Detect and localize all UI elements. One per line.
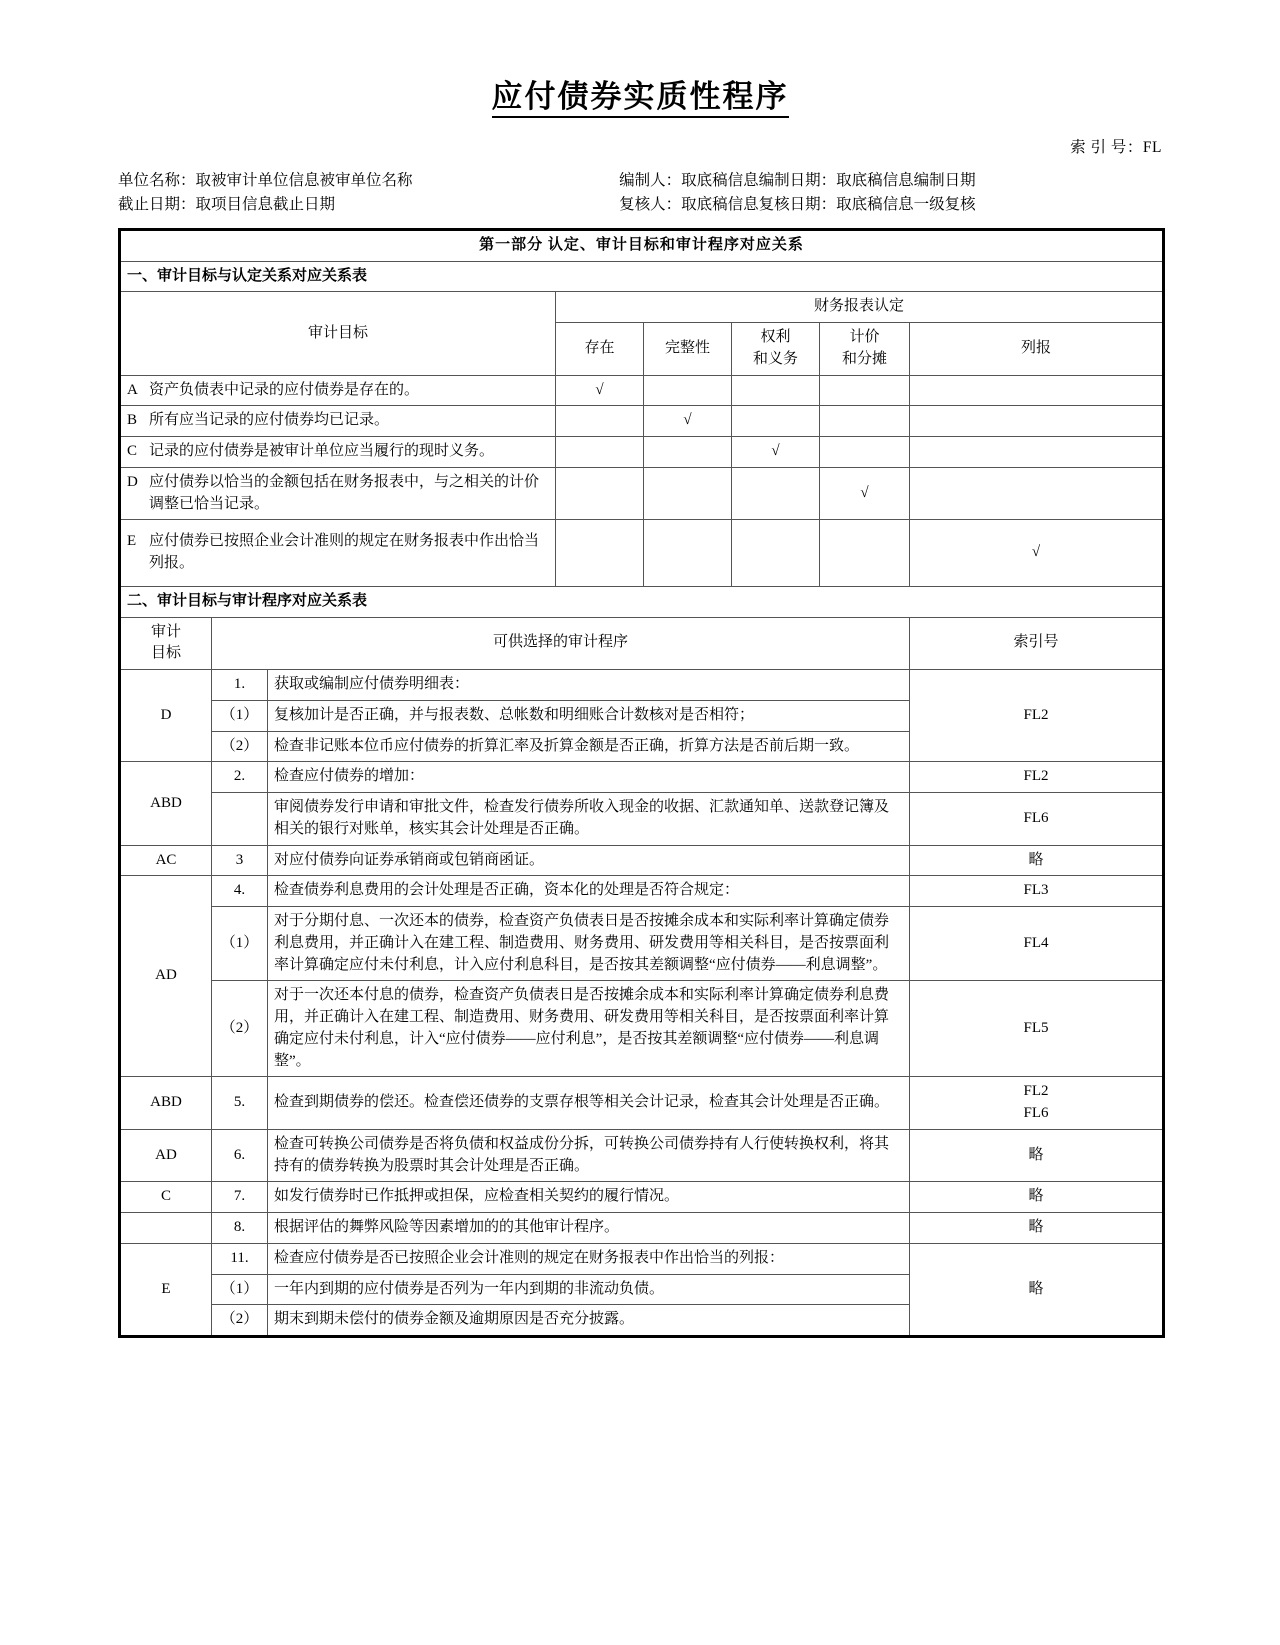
procedure-text-1-2: 检查非记账本位币应付债券的折算汇率及折算金额是否正确，折算方法是否前后期一致。 bbox=[268, 731, 910, 762]
procedure-number-11-2: （2） bbox=[212, 1305, 268, 1337]
assertion-col-existence bbox=[556, 323, 644, 376]
page-title-text: 应付债券实质性程序 bbox=[492, 79, 789, 118]
procedure-number-8: 8. bbox=[212, 1213, 268, 1244]
objective-ad-1: AD bbox=[120, 876, 212, 1077]
goal-cell-b bbox=[120, 406, 556, 437]
index-fl2-2: FL2 bbox=[910, 762, 1164, 793]
procedure-number-11: 11. bbox=[212, 1243, 268, 1274]
part-two-header-row bbox=[120, 617, 1164, 670]
procedure-text-3: 对应付债券向证券承销商或包销商函证。 bbox=[268, 845, 910, 876]
goal-row-d bbox=[120, 467, 1164, 520]
section-title: 第一部分 认定、审计目标和审计程序对应关系 bbox=[120, 229, 1164, 261]
procedure-column-header: 可供选择的审计程序 bbox=[212, 617, 910, 670]
mark-c-valuation bbox=[820, 437, 910, 468]
unit-name-value: 取被审计单位信息被审单位名称 bbox=[195, 171, 413, 189]
assertion-group-header: 财务报表认定 bbox=[556, 292, 1164, 323]
assertion-col-valuation-l2: 和分摊 bbox=[841, 350, 887, 367]
goal-column-header: 审计目标 bbox=[120, 292, 556, 375]
mark-d-presentation bbox=[910, 467, 1164, 520]
procedure-text-4-2: 对于一次还本付息的债券，检查资产负债表日是否按摊余成本和实际利率计算确定债券利息费用，并正确计入在建工程、制造费用、财务费用、研发费用等相关科目，是否按票面利率计算确定应付未付利息，计入“应付债券——应付利息”，是否按其差额调整“应付债券——利息调整”。 bbox=[268, 981, 910, 1077]
goal-cell-c bbox=[120, 437, 556, 468]
mark-a-rights bbox=[732, 375, 820, 406]
goal-row-e bbox=[120, 520, 1164, 587]
index-fl3: FL3 bbox=[910, 876, 1164, 907]
table-row bbox=[120, 762, 1164, 793]
objective-e: E bbox=[120, 1243, 212, 1336]
mark-a-existence: √ bbox=[556, 375, 644, 406]
objective-column-header bbox=[120, 617, 212, 670]
cutoff-date-field bbox=[118, 193, 619, 217]
meta-row-2 bbox=[118, 193, 1162, 217]
objective-column-header-l2: 目标 bbox=[150, 645, 181, 662]
unit-name-label: 单位名称： bbox=[118, 171, 196, 189]
mark-c-presentation bbox=[910, 437, 1164, 468]
index-fl4: FL4 bbox=[910, 907, 1164, 981]
mark-b-valuation bbox=[820, 406, 910, 437]
reviewer-value: 取底稿信息 bbox=[681, 195, 759, 213]
procedure-number-2-sub bbox=[212, 793, 268, 846]
procedure-text-6: 检查可转换公司债券是否将负债和权益成份分拆，可转换公司债券持有人行使转换权利，将其持有的债券转换为股票时其会计处理是否正确。 bbox=[268, 1129, 910, 1182]
table-row bbox=[120, 1077, 1164, 1130]
goal-letter-c: C bbox=[127, 443, 138, 460]
mark-a-presentation bbox=[910, 375, 1164, 406]
goal-row-c bbox=[120, 437, 1164, 468]
index-omit-5: 略 bbox=[910, 1243, 1164, 1336]
goal-cell-d bbox=[120, 467, 556, 520]
procedure-text-2: 检查应付债券的增加： bbox=[268, 762, 910, 793]
index-column-header: 索引号 bbox=[910, 617, 1164, 670]
procedure-text-1-1: 复核加计是否正确，并与报表数、总帐数和明细账合计数核对是否相符； bbox=[268, 700, 910, 731]
part-one-heading-text: 一、审计目标与认定关系对应关系表 bbox=[127, 267, 368, 284]
procedure-number-5: 5. bbox=[212, 1077, 268, 1130]
procedure-text-1: 获取或编制应付债券明细表： bbox=[268, 670, 910, 701]
assertion-col-completeness-l1: 完整性 bbox=[664, 339, 710, 356]
preparer-value: 取底稿信息 bbox=[681, 171, 759, 189]
procedure-number-11-1: （1） bbox=[212, 1274, 268, 1305]
preparer-label: 编制人： bbox=[619, 171, 682, 189]
index-fl2-fl6-l2: FL6 bbox=[1023, 1105, 1049, 1122]
assertion-col-completeness bbox=[644, 323, 732, 376]
mark-e-presentation: √ bbox=[910, 520, 1164, 587]
goal-letter-b: B bbox=[127, 412, 138, 429]
procedure-number-4: 4. bbox=[212, 876, 268, 907]
procedure-number-4-1: （1） bbox=[212, 907, 268, 981]
audit-program-table bbox=[118, 228, 1165, 1338]
cutoff-date-value: 取项目信息截止日期 bbox=[195, 195, 336, 213]
index-number-label: 索 引 号： bbox=[1070, 138, 1143, 156]
procedure-text-11-2: 期末到期未偿付的债券金额及逾期原因是否充分披露。 bbox=[268, 1305, 910, 1337]
procedure-number-7: 7. bbox=[212, 1182, 268, 1213]
meta-block bbox=[118, 169, 1162, 217]
procedure-number-6: 6. bbox=[212, 1129, 268, 1182]
table-row bbox=[120, 876, 1164, 907]
procedure-text-8: 根据评估的舞弊风险等因素增加的的其他审计程序。 bbox=[268, 1213, 910, 1244]
procedure-number-1-1: （1） bbox=[212, 700, 268, 731]
index-fl2-fl6-l1: FL2 bbox=[1023, 1083, 1049, 1100]
assertion-col-existence-l1: 存在 bbox=[584, 339, 615, 356]
mark-b-completeness: √ bbox=[644, 406, 732, 437]
goal-text-c: 记录的应付债券是被审计单位应当履行的现时义务。 bbox=[149, 443, 495, 460]
prepare-date-label: 编制日期： bbox=[758, 171, 837, 189]
goal-text-e: 应付债券已按照企业会计准则的规定在财务报表中作出恰当列报。 bbox=[149, 533, 540, 572]
objective-ac: AC bbox=[120, 845, 212, 876]
part-one-heading bbox=[120, 261, 1164, 292]
preparer-field bbox=[619, 169, 1162, 193]
part-one-heading-row bbox=[120, 261, 1164, 292]
assertion-col-valuation-l1: 计价 bbox=[849, 329, 880, 346]
reviewer-field bbox=[619, 193, 1162, 217]
table-row bbox=[120, 907, 1164, 981]
assertion-col-presentation-l1: 列报 bbox=[1021, 339, 1052, 356]
table-row bbox=[120, 1129, 1164, 1182]
index-omit-3: 略 bbox=[910, 1182, 1164, 1213]
objective-c: C bbox=[120, 1182, 212, 1213]
index-number-value: FL bbox=[1142, 138, 1162, 156]
goal-row-a bbox=[120, 375, 1164, 406]
procedure-text-11: 检查应付债券是否已按照企业会计准则的规定在财务报表中作出恰当的列报： bbox=[268, 1243, 910, 1274]
reviewer-label: 复核人： bbox=[619, 195, 682, 213]
goal-text-d: 应付债券以恰当的金额包括在财务报表中，与之相关的计价调整已恰当记录。 bbox=[149, 473, 540, 512]
table-row bbox=[120, 1213, 1164, 1244]
index-omit-1: 略 bbox=[910, 845, 1164, 876]
procedure-text-11-1: 一年内到期的应付债券是否列为一年内到期的非流动负债。 bbox=[268, 1274, 910, 1305]
table-row bbox=[120, 845, 1164, 876]
mark-b-existence bbox=[556, 406, 644, 437]
index-fl2-fl6 bbox=[910, 1077, 1164, 1130]
assertion-col-rights bbox=[732, 323, 820, 376]
mark-c-completeness bbox=[644, 437, 732, 468]
index-fl2-1: FL2 bbox=[910, 670, 1164, 762]
goal-text-a: 资产负债表中记录的应付债券是存在的。 bbox=[149, 381, 420, 398]
index-fl6-1: FL6 bbox=[910, 793, 1164, 846]
table-row bbox=[120, 793, 1164, 846]
unit-name-field bbox=[118, 169, 619, 193]
assertion-col-valuation bbox=[820, 323, 910, 376]
table-row bbox=[120, 981, 1164, 1077]
mark-a-completeness bbox=[644, 375, 732, 406]
index-number-line bbox=[118, 135, 1162, 157]
procedure-number-4-2: （2） bbox=[212, 981, 268, 1077]
mark-b-presentation bbox=[910, 406, 1164, 437]
mark-e-existence bbox=[556, 520, 644, 587]
objective-d: D bbox=[120, 670, 212, 762]
index-omit-4: 略 bbox=[910, 1213, 1164, 1244]
objective-abd-2: ABD bbox=[120, 1077, 212, 1130]
assertion-col-presentation bbox=[910, 323, 1164, 376]
assertion-col-rights-l1: 权利 bbox=[760, 329, 791, 346]
mark-c-rights: √ bbox=[732, 437, 820, 468]
mark-e-valuation bbox=[820, 520, 910, 587]
mark-e-completeness bbox=[644, 520, 732, 587]
mark-d-rights bbox=[732, 467, 820, 520]
assertion-group-header-row bbox=[120, 292, 1164, 323]
procedure-number-3: 3 bbox=[212, 845, 268, 876]
mark-d-completeness bbox=[644, 467, 732, 520]
goal-letter-d: D bbox=[127, 473, 138, 490]
procedure-number-1: 1. bbox=[212, 670, 268, 701]
objective-abd-1: ABD bbox=[120, 762, 212, 845]
prepare-date-value: 取底稿信息编制日期 bbox=[836, 171, 976, 189]
goal-row-b bbox=[120, 406, 1164, 437]
cutoff-date-label: 截止日期： bbox=[118, 195, 196, 213]
part-two-heading-row bbox=[120, 586, 1164, 617]
table-row bbox=[120, 1182, 1164, 1213]
review-date-label: 复核日期： bbox=[758, 195, 837, 213]
procedure-text-4: 检查债券利息费用的会计处理是否正确，资本化的处理是否符合规定： bbox=[268, 876, 910, 907]
procedure-text-4-1: 对于分期付息、一次还本的债券，检查资产负债表日是否按摊余成本和实际利率计算确定债券利息费用，并正确计入在建工程、制造费用、财务费用、研发费用等相关科目，是否按票面利率计算确定应付未付利息，计入应付利息科目，是否按其差额调整“应付债券——利息调整”。 bbox=[268, 907, 910, 981]
goal-cell-a bbox=[120, 375, 556, 406]
procedure-text-2-sub: 审阅债券发行申请和审批文件，检查发行债券所收入现金的收据、汇款通知单、送款登记簿及相关的银行对账单，核实其会计处理是否正确。 bbox=[268, 793, 910, 846]
procedure-text-5: 检查到期债券的偿还。检查偿还债券的支票存根等相关会计记录，检查其会计处理是否正确。 bbox=[268, 1077, 910, 1130]
objective-ad-2: AD bbox=[120, 1129, 212, 1182]
table-row bbox=[120, 670, 1164, 701]
goal-letter-a: A bbox=[127, 381, 138, 398]
goal-letter-e: E bbox=[127, 533, 137, 550]
objective-blank bbox=[120, 1213, 212, 1244]
mark-d-existence bbox=[556, 467, 644, 520]
procedure-number-2: 2. bbox=[212, 762, 268, 793]
mark-e-rights bbox=[732, 520, 820, 587]
mark-c-existence bbox=[556, 437, 644, 468]
section-title-row bbox=[120, 229, 1164, 261]
table-row bbox=[120, 1243, 1164, 1274]
mark-b-rights bbox=[732, 406, 820, 437]
procedure-number-1-2: （2） bbox=[212, 731, 268, 762]
review-date-value: 取底稿信息一级复核 bbox=[836, 195, 976, 213]
part-two-heading: 二、审计目标与审计程序对应关系表 bbox=[120, 586, 1164, 617]
index-omit-2: 略 bbox=[910, 1129, 1164, 1182]
index-fl5: FL5 bbox=[910, 981, 1164, 1077]
page-title bbox=[118, 0, 1162, 117]
meta-row-1 bbox=[118, 169, 1162, 193]
mark-d-valuation: √ bbox=[820, 467, 910, 520]
assertion-col-rights-l2: 和义务 bbox=[752, 350, 798, 367]
goal-text-b: 所有应当记录的应付债券均已记录。 bbox=[149, 412, 390, 429]
goal-cell-e bbox=[120, 520, 556, 587]
procedure-text-7: 如发行债券时已作抵押或担保，应检查相关契约的履行情况。 bbox=[268, 1182, 910, 1213]
objective-column-header-l1: 审计 bbox=[150, 623, 181, 640]
mark-a-valuation bbox=[820, 375, 910, 406]
